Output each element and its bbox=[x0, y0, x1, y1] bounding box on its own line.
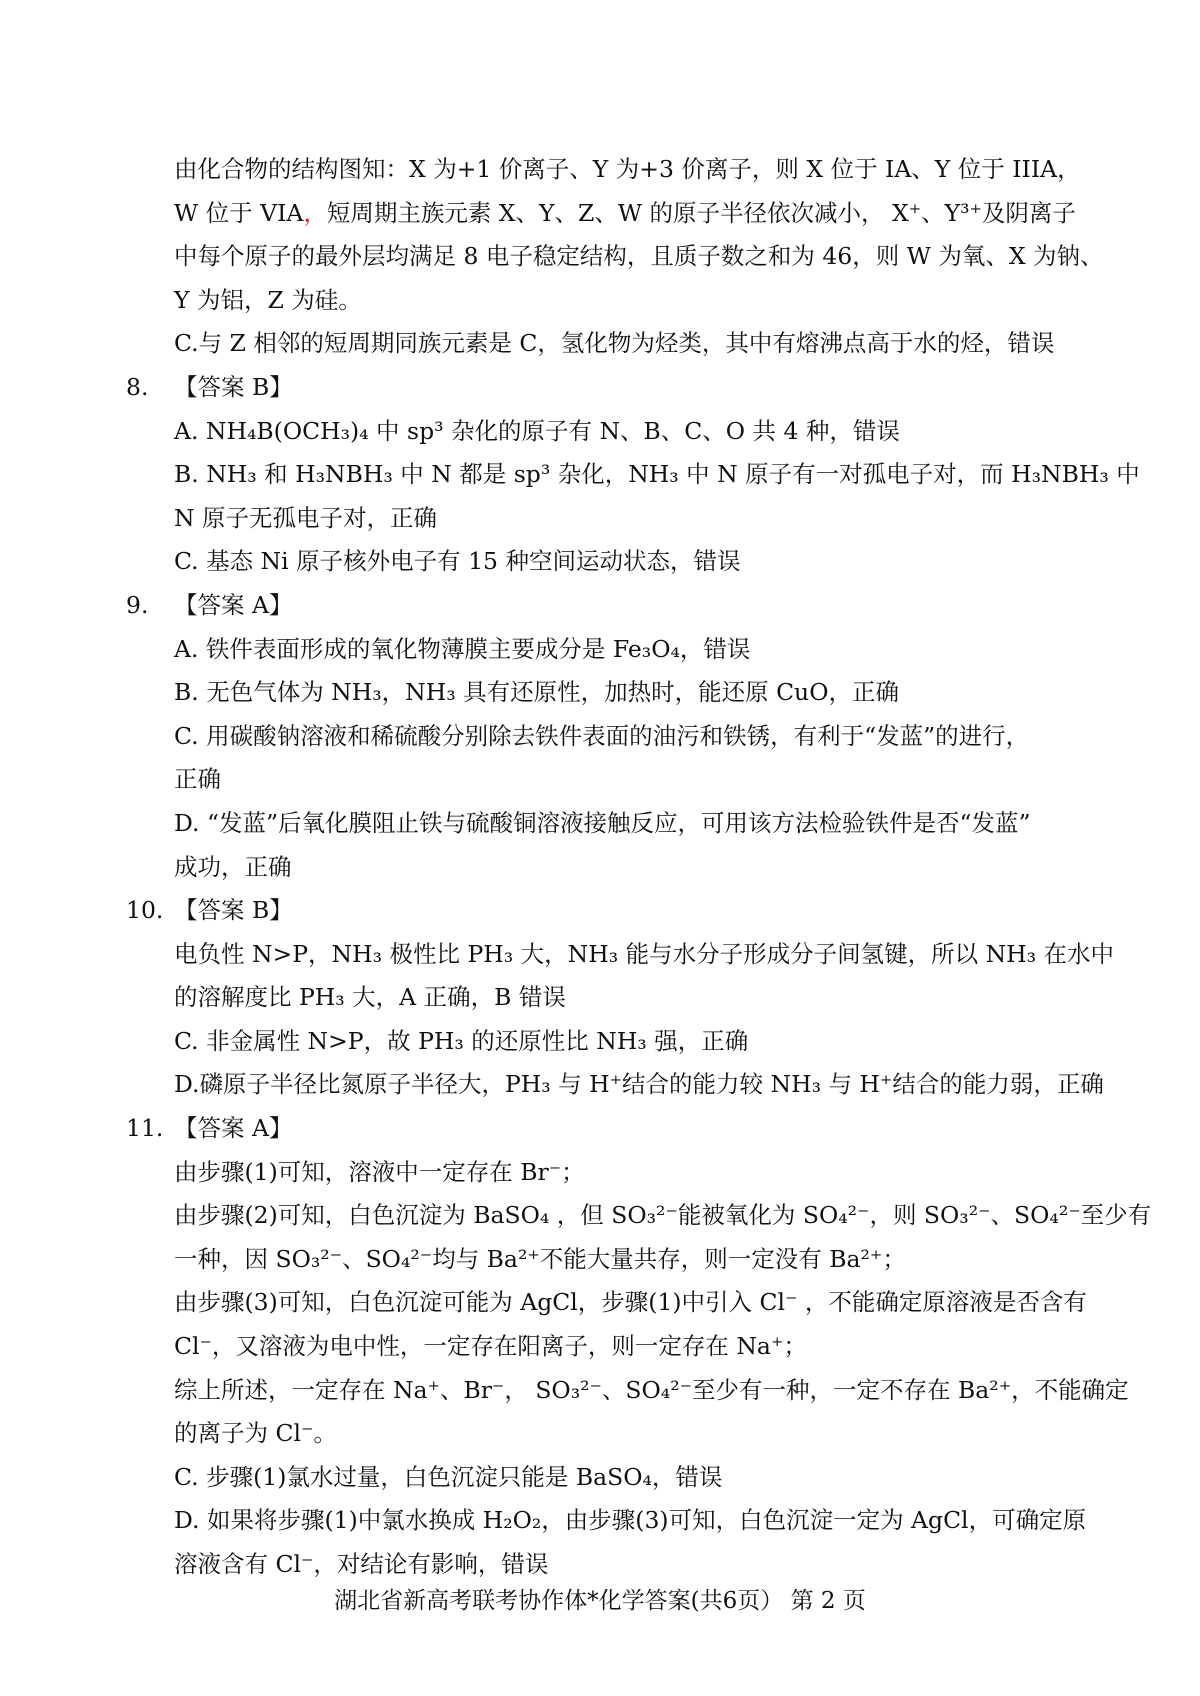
explanation-line: 由步骤(3)可知，白色沉淀可能为 AgCl，步骤(1)中引入 Cl⁻ ，不能确定原溶液是否含有 bbox=[174, 1288, 1087, 1317]
question-9-answer bbox=[126, 584, 1086, 628]
answer-content bbox=[126, 148, 1152, 1587]
explanation-line: 正确 bbox=[174, 765, 221, 794]
explanation-line: B. NH₃ 和 H₃NBH₃ 中 N 都是 sp³ 杂化，NH₃ 中 N 原子有一对孤电子对，而 H₃NBH₃ 中 bbox=[174, 460, 1140, 489]
explanation-line: 中每个原子的最外层均满足 8 电子稳定结构，且质子数之和为 46，则 W 为氧、X 为钠、 bbox=[174, 242, 1104, 271]
answer-label: 【答案 B】 bbox=[174, 896, 293, 925]
question-number: 11. bbox=[126, 1114, 164, 1143]
explanation-line: C.与 Z 相邻的短周期同族元素是 C，氢化物为烃类，其中有熔沸点高于水的烃，错误 bbox=[174, 329, 1055, 358]
explanation-line: C. 基态 Ni 原子核外电子有 15 种空间运动状态，错误 bbox=[174, 547, 741, 576]
question-10-answer bbox=[126, 889, 1086, 933]
explanation-line: 成功，正确 bbox=[174, 852, 292, 881]
question-number: 10. bbox=[126, 896, 164, 925]
explanation-line: Cl⁻，又溶液为电中性，一定存在阳离子，则一定存在 Na⁺； bbox=[174, 1332, 807, 1361]
explanation-line bbox=[126, 192, 1086, 236]
explanation-line: 由步骤(2)可知，白色沉淀为 BaSO₄ ，但 SO₃²⁻能被氧化为 SO₄²⁻，则 SO₃²⁻、SO₄²⁻至少有 bbox=[174, 1201, 1152, 1230]
question-11-answer bbox=[126, 1107, 1086, 1151]
answer-label: 【答案 A】 bbox=[174, 1114, 293, 1143]
explanation-line: 的溶解度比 PH₃ 大，A 正确，B 错误 bbox=[174, 983, 566, 1012]
answer-label: 【答案 B】 bbox=[174, 372, 293, 401]
explanation-line: 溶液含有 Cl⁻，对结论有影响，错误 bbox=[174, 1550, 549, 1578]
explanation-line: C. 步骤(1)氯水过量，白色沉淀只能是 BaSO₄，错误 bbox=[174, 1462, 723, 1491]
red-comma: ， bbox=[303, 198, 327, 227]
explanation-line: 综上所述，一定存在 Na⁺、Br⁻， SO₃²⁻、SO₄²⁻至少有一种，一定不存在 Ba²⁺，不能确定 bbox=[174, 1375, 1129, 1404]
explanation-line: 一种，因 SO₃²⁻、SO₄²⁻均与 Ba²⁺不能大量共存，则一定没有 Ba²⁺； bbox=[174, 1244, 906, 1273]
explanation-line: 电负性 N>P，NH₃ 极性比 PH₃ 大，NH₃ 能与水分子形成分子间氢键，所以 NH₃ 在水中 bbox=[174, 939, 1115, 968]
question-number: 9. bbox=[126, 590, 149, 619]
explanation-text: 短周期主族元素 X、Y、Z、W 的原子半径依次减小， X⁺、Y³⁺及阴离子 bbox=[326, 198, 1076, 227]
explanation-line: B. 无色气体为 NH₃，NH₃ 具有还原性，加热时，能还原 CuO，正确 bbox=[174, 678, 899, 707]
explanation-line: 由步骤(1)可知，溶液中一定存在 Br⁻； bbox=[174, 1157, 585, 1186]
explanation-line: 由化合物的结构图知：X 为+1 价离子、Y 为+3 价离子，则 X 位于 IA、Y 位于 IIIA， bbox=[174, 155, 1081, 183]
question-number: 8. bbox=[126, 372, 149, 401]
explanation-text: W 位于 VIA bbox=[174, 198, 304, 227]
page-footer: 湖北省新高考联考协作体*化学答案(共6页） 第 2 页 bbox=[334, 1588, 866, 1614]
explanation-line: A. 铁件表面形成的氧化物薄膜主要成分是 Fe₃O₄，错误 bbox=[174, 634, 751, 663]
explanation-line: C. 用碳酸钠溶液和稀硫酸分别除去铁件表面的油污和铁锈，有利于“发蓝”的进行， bbox=[174, 721, 1030, 750]
explanation-line: C. 非金属性 N>P，故 PH₃ 的还原性比 NH₃ 强，正确 bbox=[174, 1026, 749, 1055]
explanation-line: D. “发蓝”后氧化膜阻止铁与硫酸铜溶液接触反应，可用该方法检验铁件是否“发蓝” bbox=[174, 808, 1031, 837]
explanation-line: D. 如果将步骤(1)中氯水换成 H₂O₂，由步骤(3)可知，白色沉淀一定为 AgCl，可确定原 bbox=[174, 1506, 1087, 1535]
answer-label: 【答案 A】 bbox=[174, 590, 293, 619]
question-8-answer bbox=[126, 366, 1086, 410]
explanation-line: Y 为铝，Z 为硅。 bbox=[174, 285, 362, 314]
explanation-line: 的离子为 Cl⁻。 bbox=[174, 1419, 337, 1448]
explanation-line: N 原子无孤电子对，正确 bbox=[174, 503, 438, 532]
explanation-line: D.磷原子半径比氮原子半径大，PH₃ 与 H⁺结合的能力较 NH₃ 与 H⁺结合的能力弱，正确 bbox=[174, 1070, 1104, 1099]
explanation-line: A. NH₄B(OCH₃)₄ 中 sp³ 杂化的原子有 N、B、C、O 共 4 种，错误 bbox=[174, 416, 900, 445]
